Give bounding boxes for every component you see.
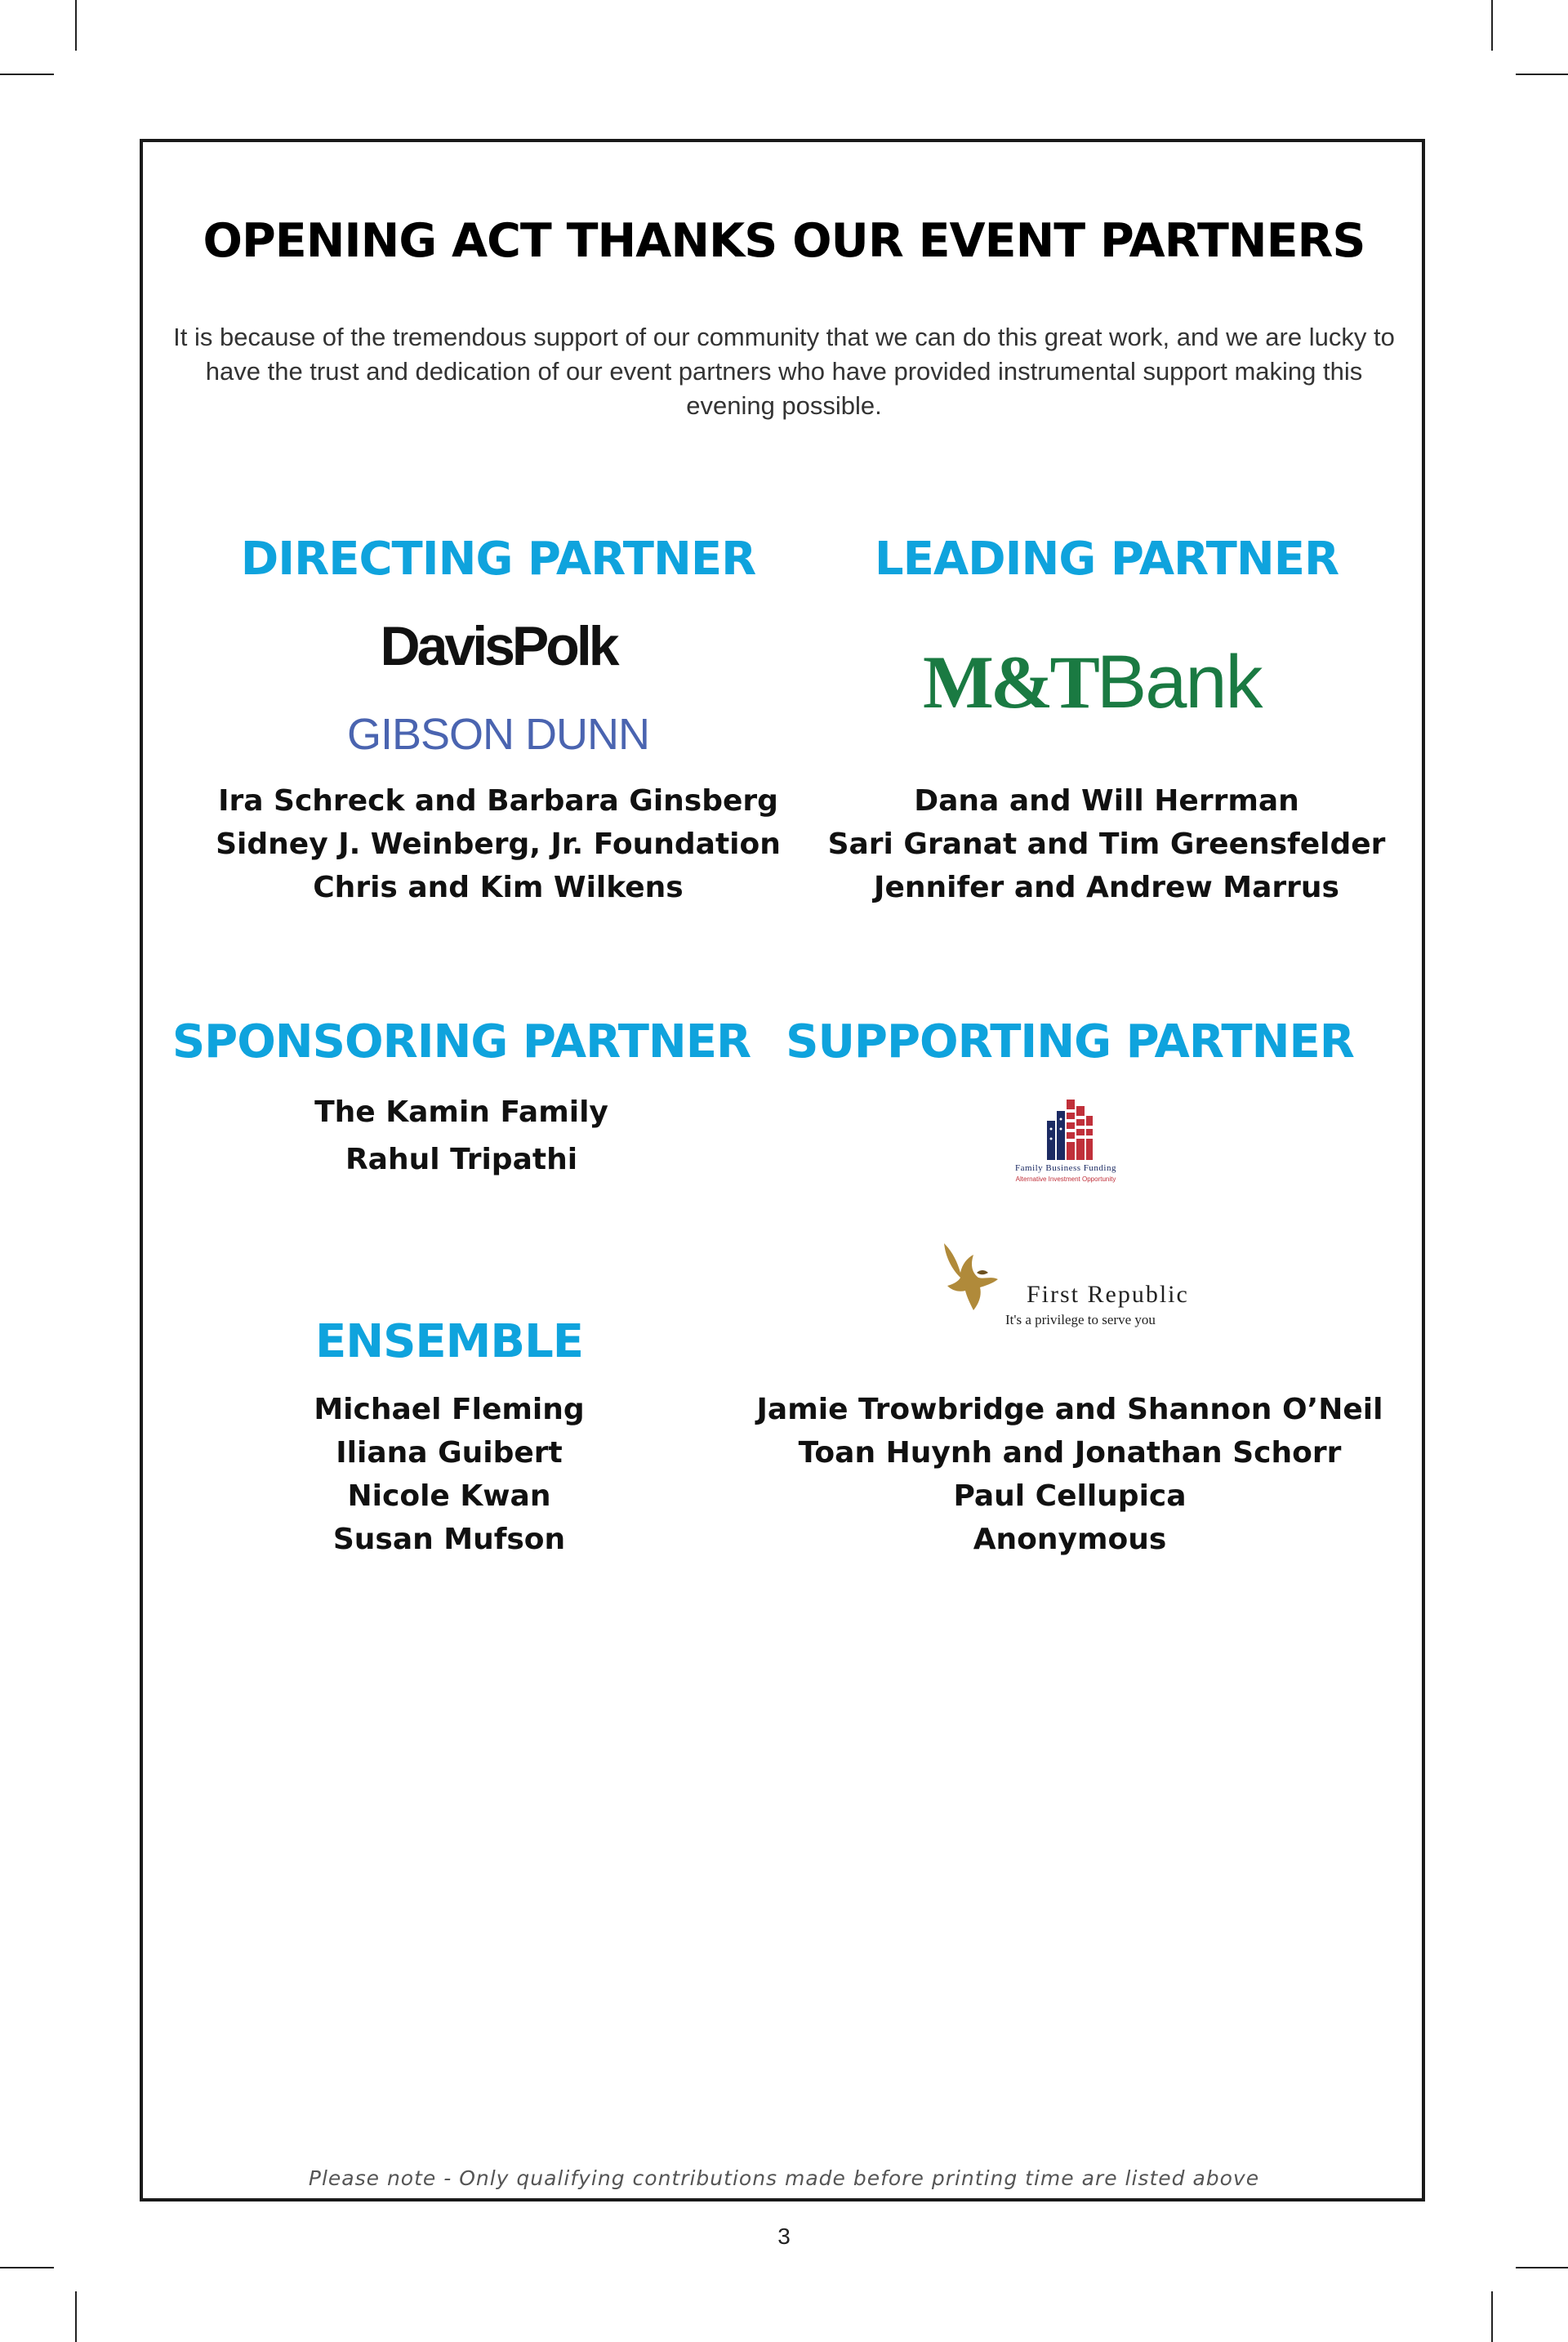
list-item: The Kamin Family: [314, 1095, 608, 1129]
mt-bank-logo: [923, 641, 1298, 723]
ensemble-names: [204, 1388, 694, 1561]
crop-mark: [0, 74, 54, 75]
family-business-funding-logo: [1045, 1096, 1094, 1162]
first-republic-name: First Republic: [1027, 1281, 1189, 1308]
first-republic-tagline: It's a privilege to serve you: [1005, 1312, 1156, 1327]
intro-paragraph: It is because of the tremendous support of our community that we can do this great work, and we are lucky to have the trust and dedication of our event partners who have provided instrumental support making this evening possible.: [173, 323, 1395, 420]
gibson-dunn-logo: GIBSON DUNN: [346, 710, 650, 759]
list-item: Sidney J. Weinberg, Jr. Foundation: [216, 828, 781, 861]
crop-mark: [1516, 74, 1568, 75]
flag-building-icon: [1047, 1100, 1093, 1160]
family-business-funding-tagline: Alternative Investment Opportunity: [1015, 1175, 1116, 1183]
list-item: Dana and Will Herrman: [914, 784, 1299, 818]
list-item: Nicole Kwan: [347, 1479, 551, 1513]
crop-mark: [1516, 2267, 1568, 2268]
directing-partner-names: [163, 779, 833, 909]
crop-mark: [1491, 2291, 1493, 2342]
list-item: Rahul Tripathi: [345, 1143, 578, 1176]
footnote: Please note - Only qualifying contributions made before printing time are listed above: [308, 2166, 1260, 2190]
list-item: Iliana Guibert: [336, 1436, 563, 1470]
list-item: Susan Mufson: [332, 1523, 566, 1556]
leading-partner-heading: LEADING PARTNER: [874, 533, 1339, 586]
crop-mark: [75, 2291, 77, 2342]
ensemble-heading: ENSEMBLE: [314, 1315, 584, 1368]
sponsoring-partner-heading: SPONSORING PARTNER: [172, 1015, 751, 1068]
list-item: Toan Huynh and Jonathan Schorr: [798, 1436, 1342, 1470]
list-item: Sari Granat and Tim Greensfelder: [827, 828, 1386, 861]
list-item: Jennifer and Andrew Marrus: [874, 871, 1339, 904]
list-item: Jamie Trowbridge and Shannon O’Neil: [756, 1393, 1383, 1426]
list-item: Ira Schreck and Barbara Ginsberg: [218, 784, 778, 818]
crop-mark: [1491, 0, 1493, 51]
supporting-partner-names: [735, 1388, 1405, 1561]
first-republic-eagle-icon: [938, 1240, 1003, 1315]
list-item: Anonymous: [973, 1523, 1167, 1556]
list-item: Michael Fleming: [314, 1393, 585, 1426]
family-business-funding-name: Family Business Funding: [1015, 1163, 1116, 1173]
list-item: Paul Cellupica: [953, 1479, 1187, 1513]
list-item: Chris and Kim Wilkens: [313, 871, 684, 904]
mt-logo-word: Bank: [1096, 640, 1262, 724]
crop-mark: [75, 0, 77, 51]
page-number: 3: [777, 2224, 791, 2249]
leading-partner-names: [772, 779, 1441, 909]
directing-partner-heading: DIRECTING PARTNER: [240, 533, 756, 586]
mt-logo-mark: M&T: [923, 640, 1097, 724]
sponsoring-partner-names: [127, 1089, 796, 1184]
supporting-partner-heading: SUPPORTING PARTNER: [786, 1015, 1354, 1068]
crop-mark: [0, 2267, 54, 2268]
page-title: OPENING ACT THANKS OUR EVENT PARTNERS: [203, 214, 1365, 268]
davis-polk-logo: DavisPolk: [380, 615, 617, 677]
